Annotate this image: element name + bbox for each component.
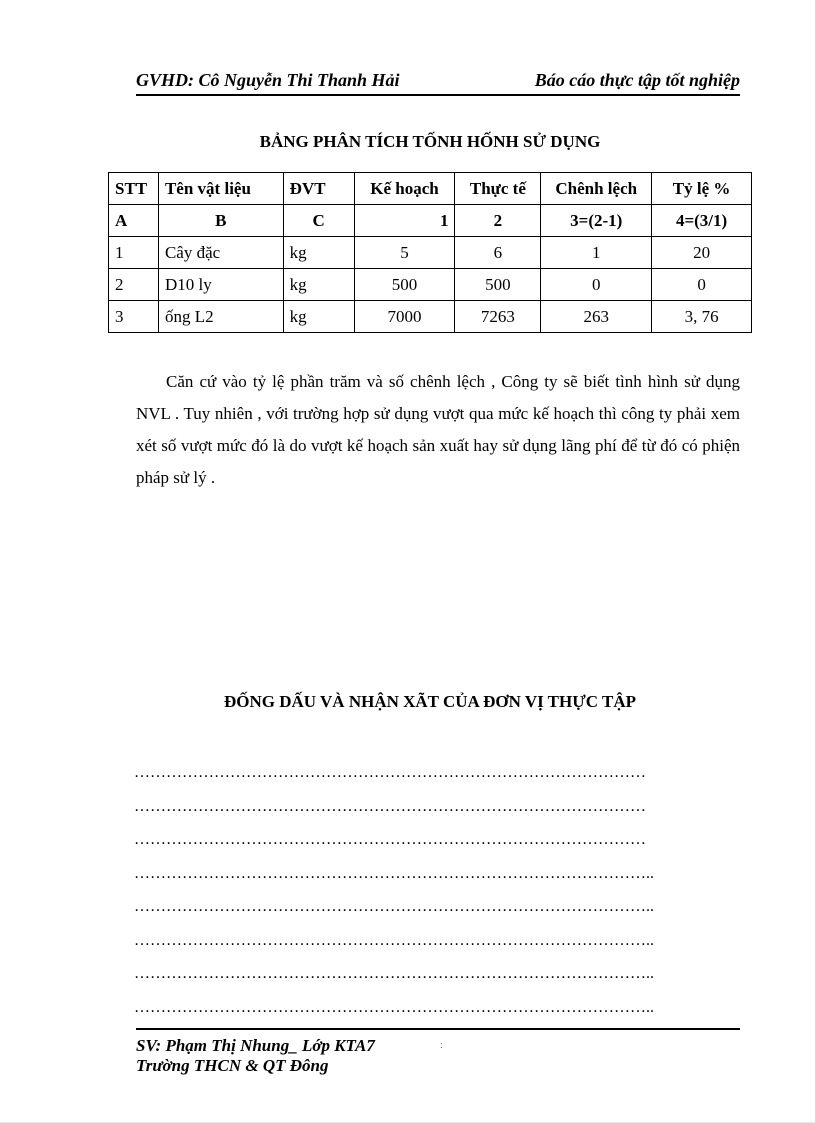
cell-unit: kg xyxy=(283,237,354,269)
code-cell: 1 xyxy=(354,205,455,237)
dotted-line: …………………………………………………………………………………….. xyxy=(134,931,654,949)
cell-plan: 7000 xyxy=(354,301,455,333)
cell-plan: 500 xyxy=(354,269,455,301)
cell-material: Cây đặc xyxy=(158,237,283,269)
comment-lines xyxy=(134,756,744,1024)
table-row xyxy=(109,269,752,301)
cell-ratio: 0 xyxy=(652,269,752,301)
page-footer xyxy=(136,1028,740,1076)
section-title: ĐỐNG DẤU VÀ NHẬN XÃT CỦA ĐƠN VỊ THỰC TẬP xyxy=(224,692,636,711)
dotted-line: …………………………………………………………………………………….. xyxy=(134,965,654,982)
cell-unit: kg xyxy=(283,269,354,301)
header-ratio: Tỷ lệ % xyxy=(652,173,752,205)
footer-student: SV: Phạm Thị Nhung_ Lớp KTA7 xyxy=(136,1036,375,1055)
cell-difference: 1 xyxy=(541,237,652,269)
analysis-table xyxy=(108,172,752,333)
cell-ratio: 20 xyxy=(652,237,752,269)
header-material: Tên vật liệu xyxy=(158,173,283,205)
cell-actual: 6 xyxy=(455,237,541,269)
page-header xyxy=(136,68,740,96)
header-actual: Thực tế xyxy=(455,173,541,205)
cell-ratio: 3, 76 xyxy=(652,301,752,333)
code-cell: C xyxy=(283,205,354,237)
cell-unit: kg xyxy=(283,301,354,333)
cell-stt: 2 xyxy=(109,269,159,301)
dotted-line: …………………………………………………………………………………….. xyxy=(134,898,654,915)
header-unit: ĐVT xyxy=(283,173,354,205)
code-cell: A xyxy=(109,205,159,237)
header-stt: STT xyxy=(109,173,159,205)
dotted-line: …………………………………………………………………………………… xyxy=(134,831,646,848)
header-difference: Chênh lệch xyxy=(541,173,652,205)
dotted-line: …………………………………………………………………………………… xyxy=(134,797,646,815)
header-plan: Kế hoạch xyxy=(354,173,455,205)
footer-mark: : xyxy=(440,1040,443,1051)
code-cell: 3=(2-1) xyxy=(541,205,652,237)
cell-actual: 7263 xyxy=(455,301,541,333)
code-cell: 4=(3/1) xyxy=(652,205,752,237)
table-title: BẢNG PHÂN TÍCH TỐNH HỐNH SỬ DỤNG xyxy=(259,132,601,151)
table-code-row xyxy=(109,205,752,237)
dotted-line: …………………………………………………………………………………… xyxy=(134,764,646,781)
cell-difference: 0 xyxy=(541,269,652,301)
table-row xyxy=(109,237,752,269)
header-advisor: GVHD: Cô Nguyễn Thi Thanh Hải xyxy=(136,70,400,90)
cell-plan: 5 xyxy=(354,237,455,269)
cell-material: D10 ly xyxy=(158,269,283,301)
table-header-row xyxy=(109,173,752,205)
dotted-line: …………………………………………………………………………………….. xyxy=(134,864,654,882)
dotted-line: …………………………………………………………………………………….. xyxy=(134,998,654,1016)
analysis-paragraph: Căn cứ vào tỷ lệ phần trăm và số chênh lệch , Công ty sẽ biết tình hình sử dụng NVL . Tuy nhiên , với trường hợp sử dụng vượt qua mức kế hoạch thì công ty phải xem xét số vượt mức đó là do vượt kế hoạch sản xuất hay sử dụng lãng phí để từ đó có phiện pháp sử lý . xyxy=(136,372,740,487)
cell-actual: 500 xyxy=(455,269,541,301)
footer-school: Trường THCN & QT Đông xyxy=(136,1056,329,1075)
code-cell: B xyxy=(158,205,283,237)
cell-difference: 263 xyxy=(541,301,652,333)
table-row xyxy=(109,301,752,333)
code-cell: 2 xyxy=(455,205,541,237)
cell-material: ống L2 xyxy=(158,301,283,333)
header-report-title: Báo cáo thực tập tốt nghiệp xyxy=(534,70,740,90)
cell-stt: 3 xyxy=(109,301,159,333)
cell-stt: 1 xyxy=(109,237,159,269)
